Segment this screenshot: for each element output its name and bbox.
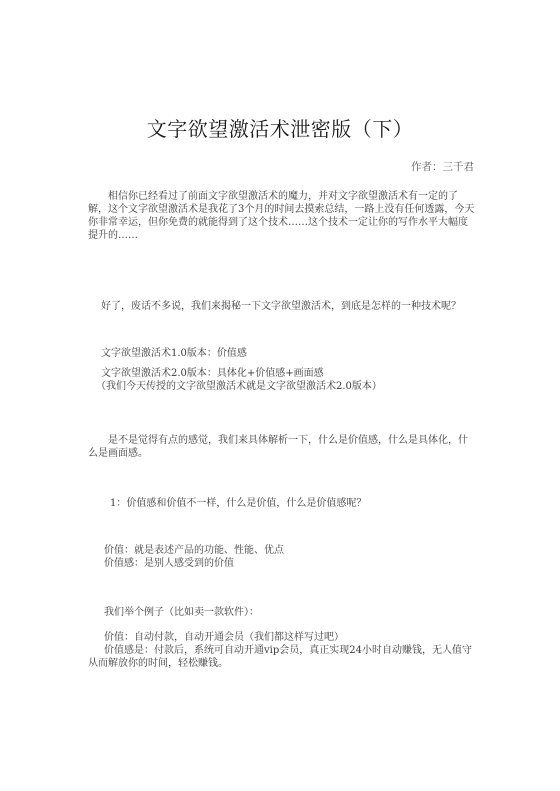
example-value-sense: 价值感是：付款后，系统可自动开通vip会员，真正实现24小时自动赚钱，无人值守从而解放你的时间，轻松赚钱。 (88, 645, 472, 669)
version2-note: （我们今天传授的文字欲望激活术就是文字欲望激活术2.0版本） (96, 381, 382, 392)
question-line: 好了，废话不多说，我们来揭秘一下文字欲望激活术，到底是怎样的一种技术呢？ (101, 301, 461, 312)
value-question-line: 1：价值感和价值不一样，什么是价值，什么是价值感呢？ (110, 498, 367, 509)
author-line: 作者：三千君 (411, 161, 474, 173)
version1-line: 文字欲望激活术1.0版本：价值感 (101, 348, 247, 359)
explain-paragraph: 是不是觉得有点的感觉，我们来具体解析一下，什么是价值感，什么是具体化，什么是画面感。 (88, 435, 468, 459)
example-value: 价值：自动付款，自动开通会员（我们都这样写过吧） (104, 632, 344, 643)
intro-paragraph: 相信你已经看过了前面文字欲望激活术的魔力，并对文字欲望激活术有一定的了解，这个文字欲望激活术是我花了3个月的时间去摸索总结，一路上没有任何透露，今天你非常幸运，但你免费的就能得到了这个技术……这个技术一定让你的写作水平大幅度提升的…… (88, 191, 475, 241)
value-definition: 价值：就是表述产品的功能、性能、优点 (104, 545, 284, 556)
example-intro: 我们举个例子（比如卖一款软件）： (104, 607, 259, 618)
version2-line: 文字欲望激活术2.0版本：具体化+价值感+画面感 (101, 368, 324, 379)
document-title: 文字欲望激活术泄密版（下） (146, 117, 414, 141)
value-sense-definition: 价值感：是别人感受到的价值 (104, 558, 234, 569)
